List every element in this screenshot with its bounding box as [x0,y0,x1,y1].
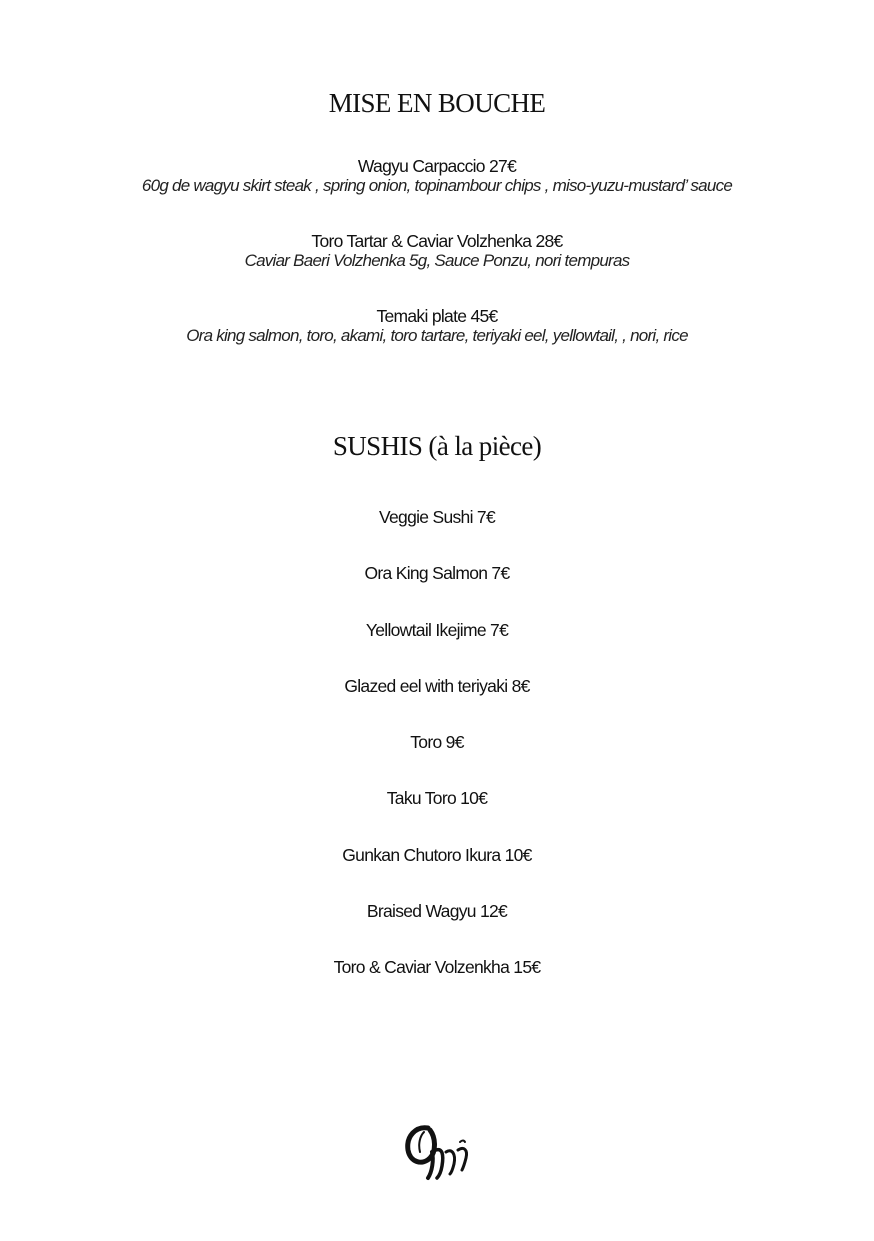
section-title-sushis: SUSHIS (à la pièce) [332,431,542,461]
dish-description: 60g de wagyu skirt steak , spring onion, topinambour chips , miso-yuzu-mustard’ sauce [141,176,733,195]
dish-temaki-plate [0,306,874,346]
section-title-mise-en-bouche: MISE EN BOUCHE [328,88,546,118]
sushi-item: Yellowtail Ikejime 7€ [365,619,509,640]
sushi-item: Gunkan Chutoro Ikura 10€ [342,844,532,865]
sushi-item: Glazed eel with teriyaki 8€ [344,675,530,696]
sushi-item: Toro & Caviar Volzenkha 15€ [333,957,541,977]
dish-description: Ora king salmon, toro, akami, toro tartare, teriyaki eel, yellowtail, , nori, rice [186,326,688,345]
dish-name: Temaki plate 45€ [376,306,498,326]
dish-name: Toro Tartar & Caviar Volzhenka 28€ [311,231,563,251]
sushi-item: Ora King Salmon 7€ [364,563,510,584]
dish-toro-tartar [0,231,874,271]
sushi-item: Braised Wagyu 12€ [366,900,508,921]
dish-name: Wagyu Carpaccio 27€ [357,156,517,176]
dish-wagyu-carpaccio [0,156,874,196]
sushi-item: Taku Toro 10€ [386,788,488,809]
sushi-list [0,506,874,1012]
dish-description: Caviar Baeri Volzhenka 5g, Sauce Ponzu, nori tempuras [244,251,630,270]
sushi-item: Veggie Sushi 7€ [379,507,495,527]
sushi-item: Toro 9€ [410,732,464,752]
calligraphic-monogram-logo-icon [402,1122,474,1182]
